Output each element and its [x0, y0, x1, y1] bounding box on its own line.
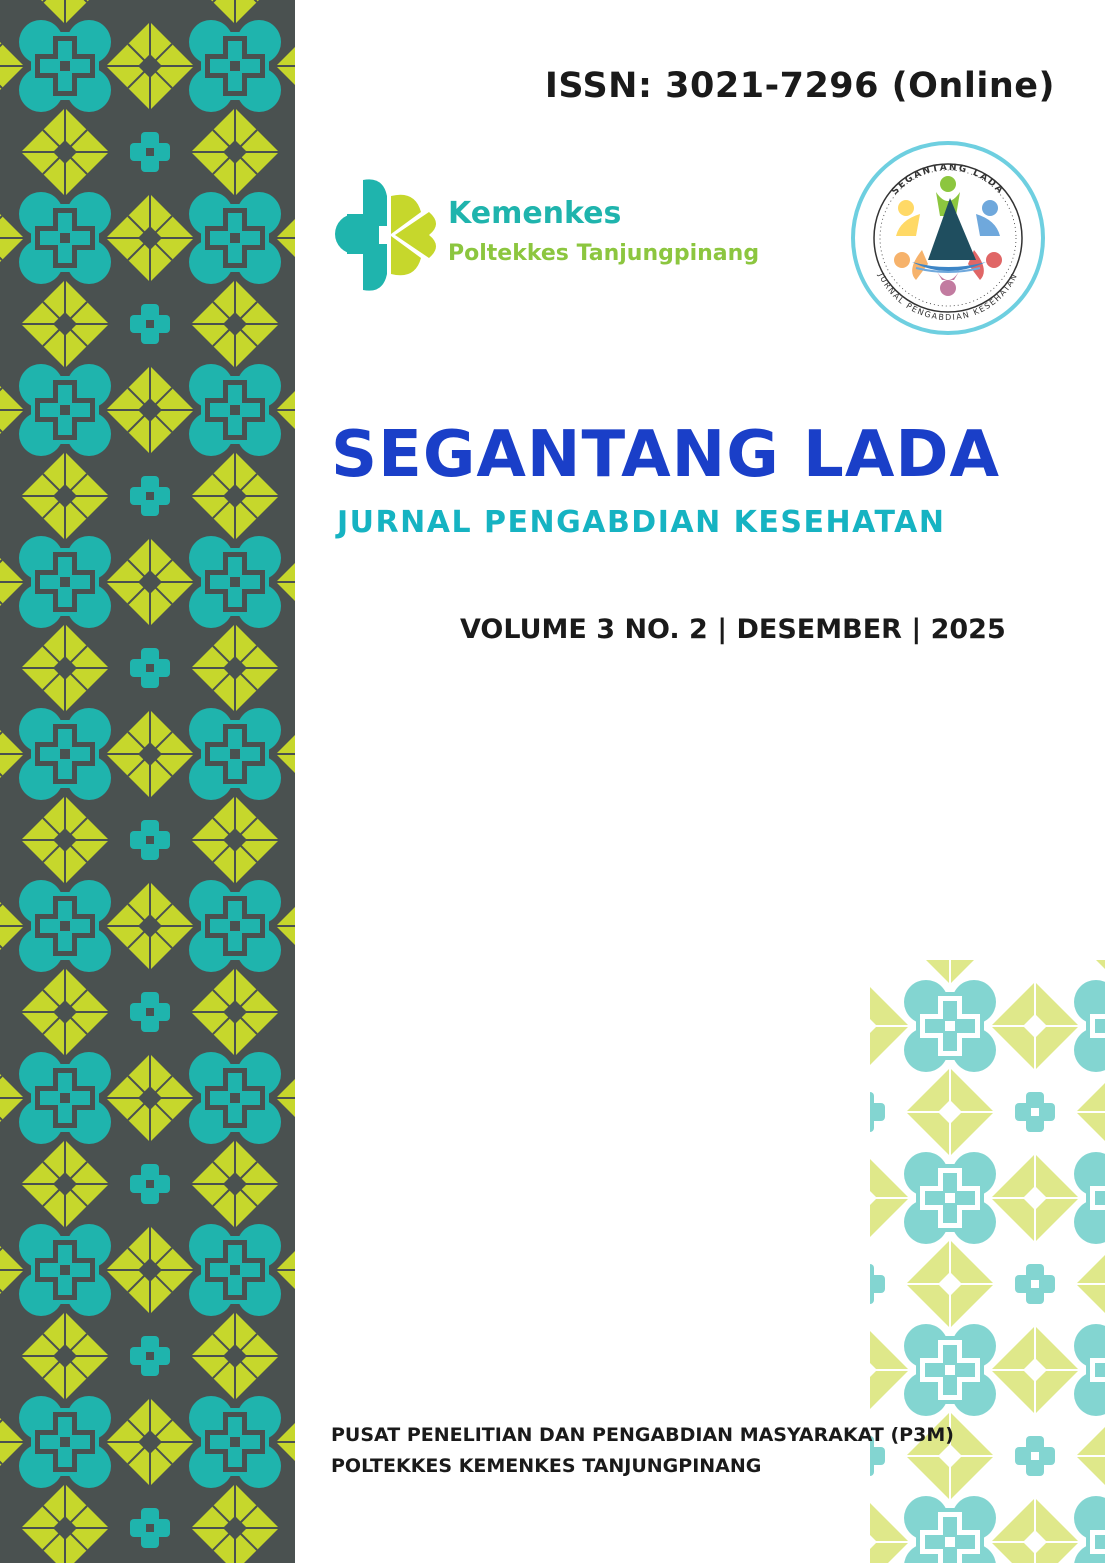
volume-issue-label: VOLUME 3 NO. 2 | DESEMBER | 2025: [460, 614, 1006, 645]
publisher-block: [331, 1420, 954, 1482]
seal-ring-text-bottom: JURNAL PENGABDIAN KESEHATAN: [876, 271, 1020, 323]
journal-seal-icon: [850, 140, 1046, 336]
issn-label: ISSN: 3021-7296 (Online): [544, 66, 1055, 106]
kemenkes-logo-icon: [333, 176, 443, 294]
seal-ring-text-top: SEGANTANG LADA: [890, 162, 1006, 197]
batik-pattern: [0, 0, 295, 1563]
poltekkes-name: Poltekkes Tanjungpinang: [448, 241, 760, 266]
left-batik-pattern-strip: [0, 0, 295, 1563]
publisher-line-1: PUSAT PENELITIAN DAN PENGABDIAN MASYARAKAT (P3M): [331, 1424, 954, 1446]
publisher-line-2: POLTEKKES KEMENKES TANJUNGPINANG: [331, 1455, 762, 1477]
kemenkes-name: Kemenkes: [448, 196, 622, 231]
journal-title: SEGANTANG LADA: [331, 418, 1000, 492]
journal-subtitle: JURNAL PENGABDIAN KESEHATAN: [337, 505, 946, 540]
